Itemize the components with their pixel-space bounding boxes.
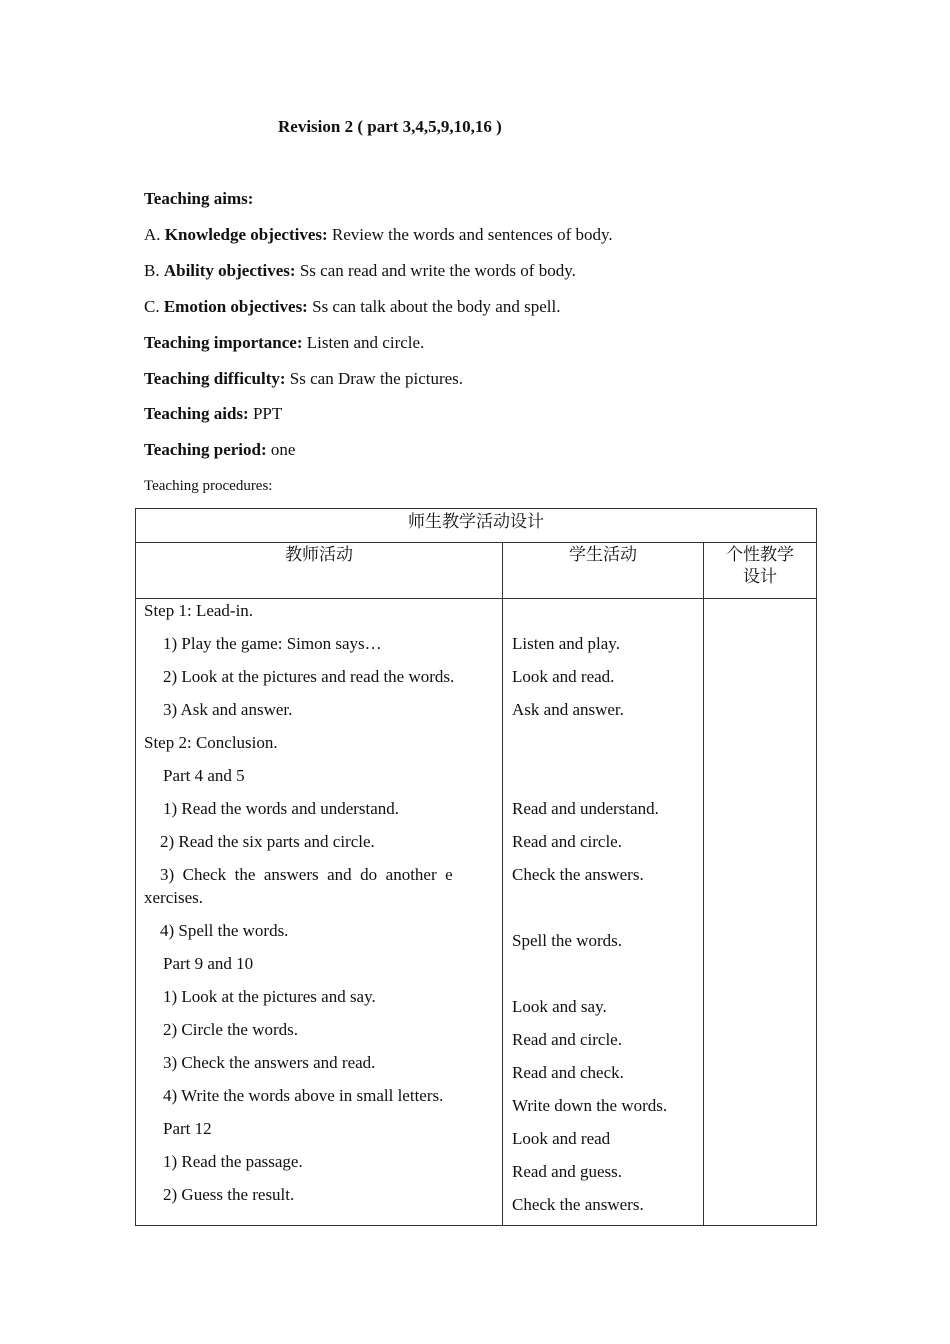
- list-item: Check the answers.: [512, 1195, 644, 1214]
- student-activities-cell: [503, 599, 704, 1226]
- list-item: Look and say.: [512, 997, 607, 1016]
- list-item: Listen and play.: [512, 634, 620, 653]
- list-item: 3) Check the answers and do another e: [160, 865, 453, 884]
- list-item: Read and circle.: [512, 1030, 622, 1049]
- aims-heading: Teaching aims:: [144, 189, 254, 208]
- procedures-label: Teaching procedures:: [144, 478, 273, 494]
- list-item: 1) Read the passage.: [163, 1152, 303, 1171]
- list-item: Read and check.: [512, 1063, 624, 1082]
- list-item: Read and guess.: [512, 1162, 623, 1181]
- student-column-header: 学生活动: [503, 543, 704, 599]
- list-item: Read and understand.: [512, 799, 659, 818]
- list-item: 2) Guess the result.: [163, 1185, 295, 1204]
- table-header: 师生教学活动设计: [136, 509, 817, 543]
- personal-column-header: 个性教学 设计: [704, 543, 817, 599]
- list-item: Part 9 and 10: [163, 954, 254, 973]
- aim-emotion: C. Emotion objectives: Ss can talk about the body and spell.: [144, 297, 561, 316]
- personal-design-cell: [704, 599, 817, 1226]
- teaching-period: Teaching period: one: [144, 440, 296, 459]
- teaching-importance: Teaching importance: Listen and circle.: [144, 333, 425, 352]
- list-item: 1) Read the words and understand.: [163, 799, 400, 818]
- list-item: 4) Write the words above in small letters.: [163, 1086, 444, 1105]
- list-item: Part 4 and 5: [163, 766, 245, 785]
- list-item: 4) Spell the words.: [160, 921, 289, 940]
- list-item: Read and circle.: [512, 832, 622, 851]
- list-item: Check the answers.: [512, 865, 644, 884]
- aim-ability: B. Ability objectives: Ss can read and write the words of body.: [144, 261, 576, 280]
- list-item: 2) Circle the words.: [163, 1020, 299, 1039]
- aim-knowledge: A. Knowledge objectives: Review the words and sentences of body.: [144, 225, 613, 244]
- list-item: 3) Ask and answer.: [163, 700, 293, 719]
- list-item: Spell the words.: [512, 931, 623, 950]
- list-item: 2) Read the six parts and circle.: [160, 832, 375, 851]
- list-item: Part 12: [163, 1119, 212, 1138]
- teacher-column-header: 教师活动: [136, 543, 503, 599]
- teacher-activities-cell: [136, 599, 503, 1226]
- list-item: Step 1: Lead-in.: [144, 601, 254, 620]
- procedures-table: [135, 508, 817, 1226]
- teaching-difficulty: Teaching difficulty: Ss can Draw the pictures.: [144, 369, 464, 388]
- teaching-aids: Teaching aids: PPT: [144, 404, 283, 423]
- list-item: Step 2: Conclusion.: [144, 733, 278, 752]
- list-item: Ask and answer.: [512, 700, 624, 719]
- page-title: Revision 2 ( part 3,4,5,9,10,16 ): [278, 117, 502, 136]
- list-item: 1) Look at the pictures and say.: [163, 987, 376, 1006]
- list-item: Write down the words.: [512, 1096, 668, 1115]
- list-item: Look and read.: [512, 667, 615, 686]
- list-item: Look and read: [512, 1129, 611, 1148]
- list-item: 3) Check the answers and read.: [163, 1053, 376, 1072]
- list-item: xercises.: [144, 888, 204, 907]
- list-item: 2) Look at the pictures and read the words.: [163, 667, 455, 686]
- list-item: 1) Play the game: Simon says…: [163, 634, 382, 653]
